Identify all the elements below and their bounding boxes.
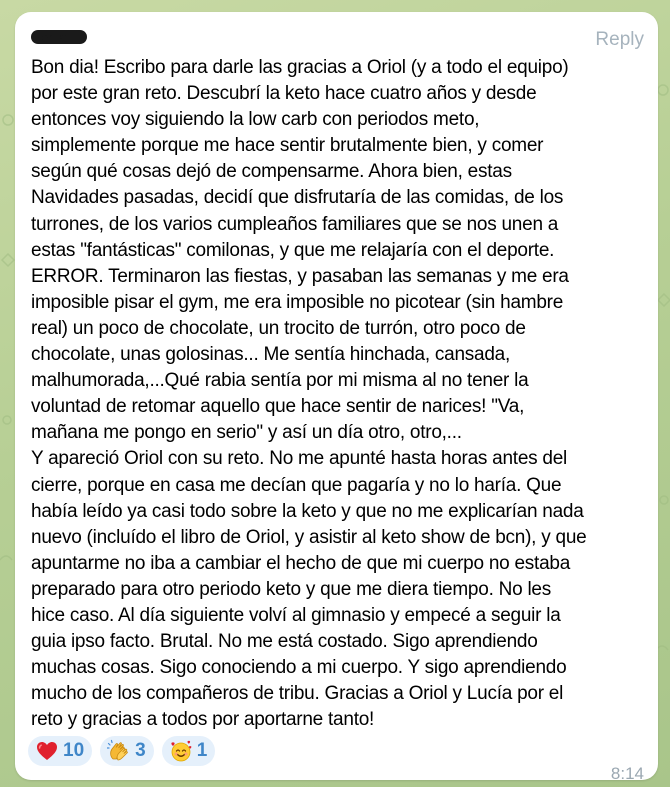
sender-name-redacted[interactable] bbox=[31, 30, 87, 44]
clapping-hands-icon bbox=[107, 739, 131, 763]
reaction-count: 3 bbox=[135, 740, 146, 761]
smiling-face-with-hearts-icon bbox=[169, 739, 193, 763]
reaction-count: 1 bbox=[196, 740, 208, 761]
reactions-bar bbox=[28, 736, 215, 766]
sender-name: Sonia bbox=[31, 30, 67, 44]
message-text: Bon dia! Escribo para darle las gracias a Oriol (y a todo el equipo) por este gran reto. Descubrí la keto hace cuatro años y desde entonces voy siguiendo la low carb con periodos meto, simplemente porque me hace sentir brutalmente bien, y comer según qué cosas dejó de compensarme. Ahora bien, estas Navidades pasadas, decidí que disfrutaría de las comidas, de los turrones, de los varios cumpleaños familiares que se nos unen a estas "fantásticas" comilonas, y que me relajaría con el deporte. ERROR. Terminaron las fiestas, y pasaban las semanas y me era imposible pisar el gym, me era imposible no picotear (sin hambre real) un poco de chocolate, un trocito de turrón, otro poco de chocolate, unas golosinas... Me sentía hinchada, cansada, malhumorada,...Qué rabia sentía por mi misma al no tener la voluntad de retomar aquello que hace sentir de narices! "Va, mañana me pongo en serio" y así un día otro, otro,... Y apareció Oriol con su reto. No me apunté hasta horas antes del cierre, porque en casa me decían que pagaría y no lo haría. Que había leído ya casi todo sobre la keto y que no me explicarían nada nuevo (incluído el libro de Oriol, y asistir al keto show de bcn), y que apuntarme no iba a cambiar el hecho de que mi cuerpo no estaba preparado para otro periodo keto y que me diera tiempo. No les hice caso. Al día siguiente volví al gimnasio y empecé a seguir la guia ipso facto. Brutal. No me está costado. Sigo aprendiendo muchas cosas. Sigo conociendo a mi cuerpo. Y sigo aprendiendo mucho de los compañeros de tribu. Gracias a Oriol y Lucía por el reto y gracias a todos por aportarne tanto! bbox=[31, 57, 587, 731]
message-bubble bbox=[15, 12, 658, 783]
reaction-smiling-hearts[interactable] bbox=[162, 736, 216, 766]
message-timestamp: 8:14 bbox=[610, 764, 644, 783]
red-heart-icon bbox=[35, 739, 59, 763]
reaction-count: 10 bbox=[63, 740, 85, 761]
reaction-heart[interactable] bbox=[28, 736, 92, 766]
reaction-clap[interactable] bbox=[100, 736, 154, 766]
reply-button[interactable]: Reply bbox=[595, 29, 644, 50]
